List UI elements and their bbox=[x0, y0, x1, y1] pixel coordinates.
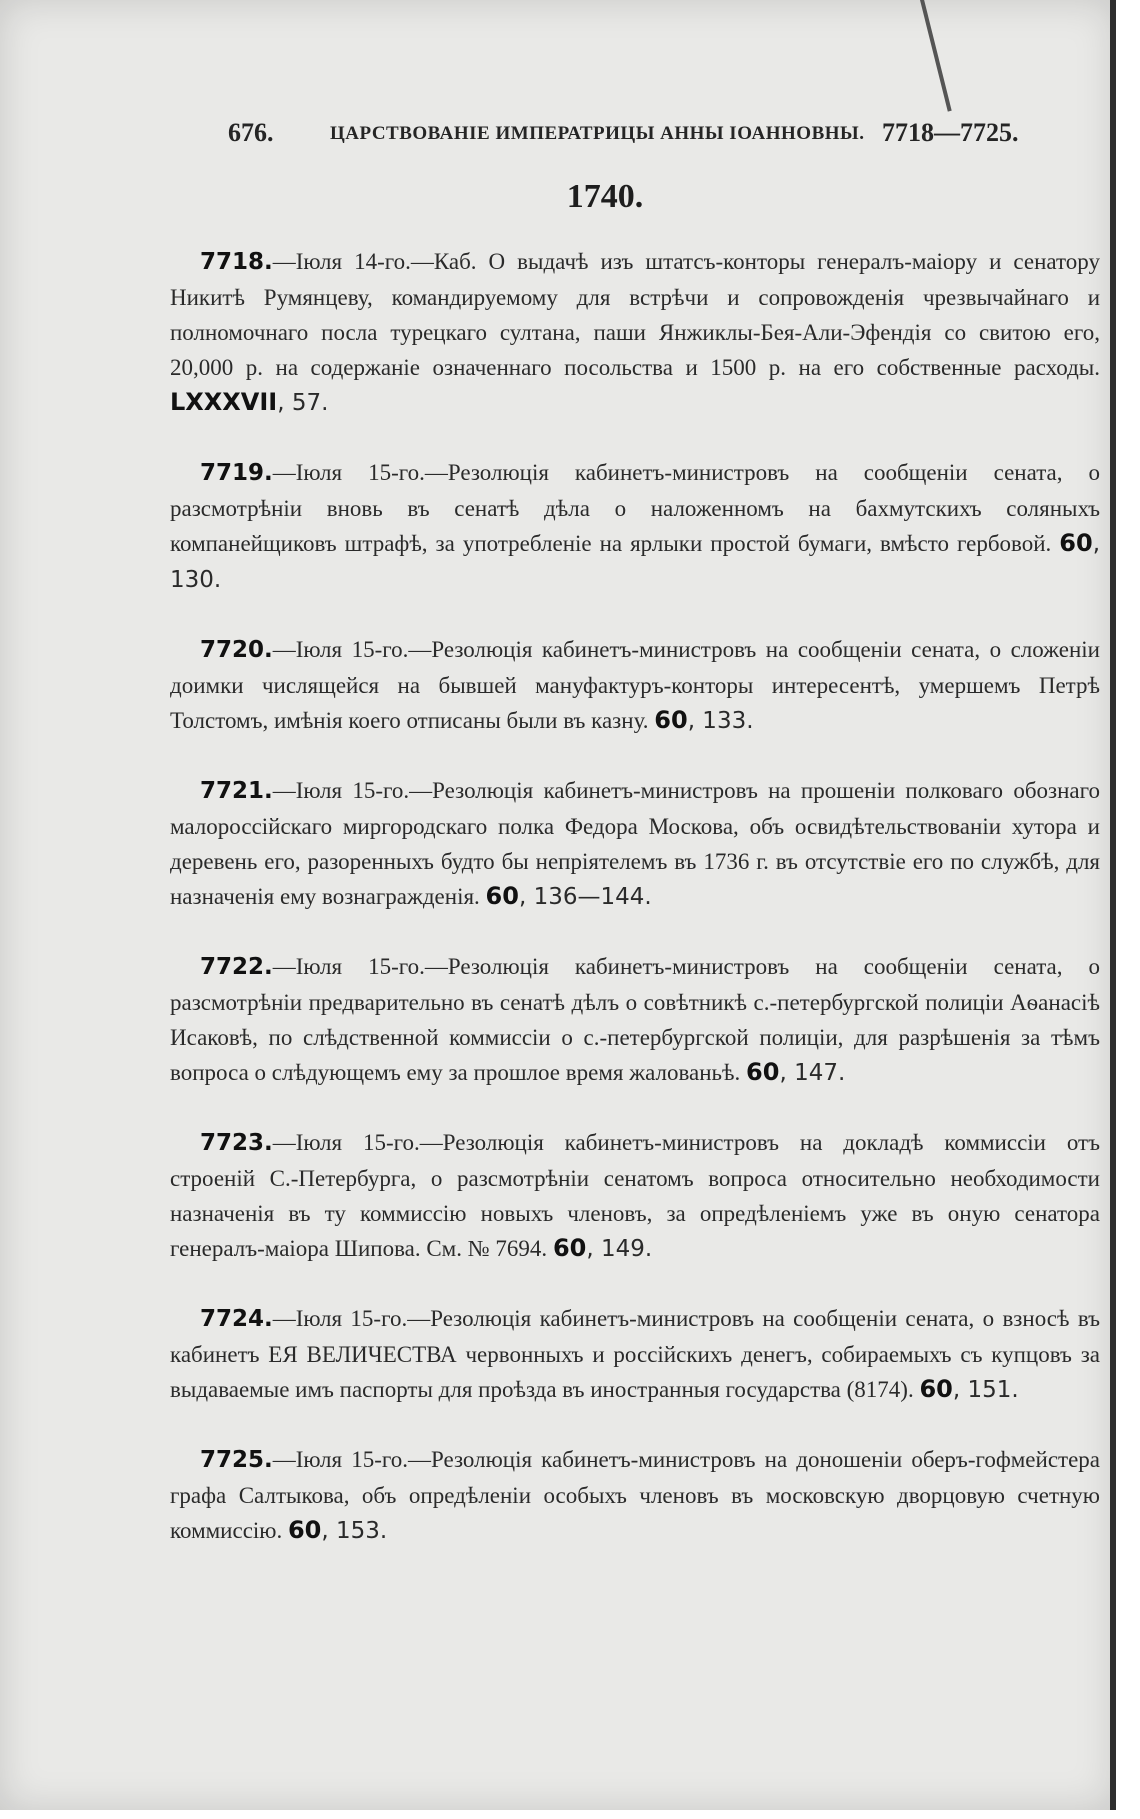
entry-7725 bbox=[170, 1442, 1100, 1549]
page-number: 676. bbox=[228, 118, 274, 147]
source-volume: 60 bbox=[746, 1058, 780, 1086]
entry-text: —Іюля 14-го.—Каб. О выдачѣ изъ штатсъ-конторы генералъ-маіору и сенатору Никитѣ Румянцеву, командируемому для встрѣчи и сопровожденія чрезвычайнаго и полномочнаго посла турецкаго султана, паши Янжиклы-Бея-Али-Эфендія со свитою его, 20,000 р. на содержаніе означеннаго посольства и 1500 р. на его собственные расходы. bbox=[170, 249, 1100, 380]
reign-title: ЦАРСТВОВАНІЕ ИМПЕРАТРИЦЫ АННЫ ІОАННОВНЫ. bbox=[330, 123, 865, 144]
entry-number: 7718. bbox=[200, 249, 273, 275]
entry-7721 bbox=[170, 773, 1100, 915]
entry-number: 7719. bbox=[200, 460, 273, 486]
source-volume: LXXXVII bbox=[170, 388, 278, 416]
entry-7723 bbox=[170, 1125, 1100, 1267]
entry-range: 7718—7725. bbox=[882, 118, 1019, 147]
entry-text: —Іюля 15-го.—Резолюція кабинетъ-министровъ на прошеніи полковаго обознаго малороссійскаго миргородскаго полка Федора Москова, объ освидѣтельствованіи хутора и деревень его, разоренныхъ будто бы непріятелемъ въ 1736 г. въ отсутствіе его по службѣ, для назначенія ему вознагражденія. bbox=[170, 778, 1100, 909]
page-body bbox=[170, 118, 1100, 1718]
entry-7718 bbox=[170, 244, 1100, 421]
source-volume: 60 bbox=[1059, 529, 1093, 557]
source-page: , 57. bbox=[277, 390, 329, 416]
entry-text: —Іюля 15-го.—Резолюція кабинетъ-министровъ на докладѣ коммиссіи отъ строеній С.-Петербурга, о разсмотрѣніи сенатомъ вопроса относительно необходимости назначенія въ ту коммиссію новыхъ членовъ, за опредѣленіемъ уже въ оную сенатора генералъ-маіора Шипова. См. № 7694. bbox=[170, 1130, 1100, 1261]
source-volume: 60 bbox=[485, 882, 519, 910]
entry-7722 bbox=[170, 949, 1100, 1091]
source-page: , 149. bbox=[586, 1236, 653, 1262]
entry-number: 7722. bbox=[200, 954, 273, 980]
entry-text: —Іюля 15-го.—Резолюція кабинетъ-министровъ на доношеніи оберъ-гофмейстера графа Салтыкова, объ опредѣленіи особыхъ членовъ въ московскую дворцовую счетную коммиссію. bbox=[170, 1447, 1100, 1543]
source-page: , 130. bbox=[170, 531, 1100, 593]
entry-number: 7720. bbox=[200, 637, 273, 663]
entry-number: 7725. bbox=[200, 1447, 273, 1473]
source-volume: 60 bbox=[919, 1375, 953, 1403]
source-page: , 153. bbox=[321, 1518, 388, 1544]
running-header bbox=[170, 118, 1100, 158]
source-page: , 133. bbox=[687, 708, 754, 734]
source-page: , 147. bbox=[779, 1060, 846, 1086]
entry-text: —Іюля 15-го.—Резолюція кабинетъ-министровъ на сообщеніи сената, о взносѣ въ кабинетъ ЕЯ ВЕЛИЧЕСТВА червонныхъ и россійскихъ денегъ, собираемыхъ съ купцовъ за выдаваемые имъ паспорты для проѣзда въ иностранныя государства (8174). bbox=[170, 1306, 1100, 1402]
source-page: , 151. bbox=[952, 1377, 1019, 1403]
entry-text: —Іюля 15-го.—Резолюція кабинетъ-министровъ на сообщеніи сената, о разсмотрѣніи вновь въ сенатѣ дѣла о наложенномъ на бахмутскихъ соляныхъ компанейщиковъ штрафѣ, за употребленіе на ярлыки простой бумаги, вмѣсто гербовой. bbox=[170, 460, 1100, 556]
entry-number: 7721. bbox=[200, 778, 273, 804]
source-page: , 136—144. bbox=[518, 884, 652, 910]
page-edge-shadow bbox=[1110, 0, 1116, 1810]
entry-7719 bbox=[170, 455, 1100, 598]
source-volume: 60 bbox=[287, 1516, 322, 1544]
entry-7720 bbox=[170, 632, 1100, 739]
entry-number: 7723. bbox=[200, 1130, 273, 1156]
entry-number: 7724. bbox=[200, 1306, 273, 1332]
entry-text: —Іюля 15-го.—Резолюція кабинетъ-министровъ на сообщеніи сената, о разсмотрѣніи предварительно въ сенатѣ дѣлъ о совѣтникѣ с.-петербургской полиціи Аѳанасіѣ Исаковѣ, по слѣдственной коммиссіи о с.-петербургской полиціи, для разрѣшенія за тѣмъ вопроса о слѣдующемъ ему за прошлое время жалованьѣ. bbox=[170, 954, 1100, 1085]
entry-7724 bbox=[170, 1301, 1100, 1408]
entry-text: —Іюля 15-го.—Резолюція кабинетъ-министровъ на сообщеніи сената, о сложеніи доимки числящейся на бывшей мануфактуръ-конторы интересентѣ, умершемъ Петрѣ Толстомъ, имѣнія коего отписаны были въ казну. bbox=[170, 637, 1100, 733]
year-heading: 1740. bbox=[566, 178, 644, 215]
source-volume: 60 bbox=[654, 706, 688, 734]
source-volume: 60 bbox=[552, 1234, 587, 1262]
